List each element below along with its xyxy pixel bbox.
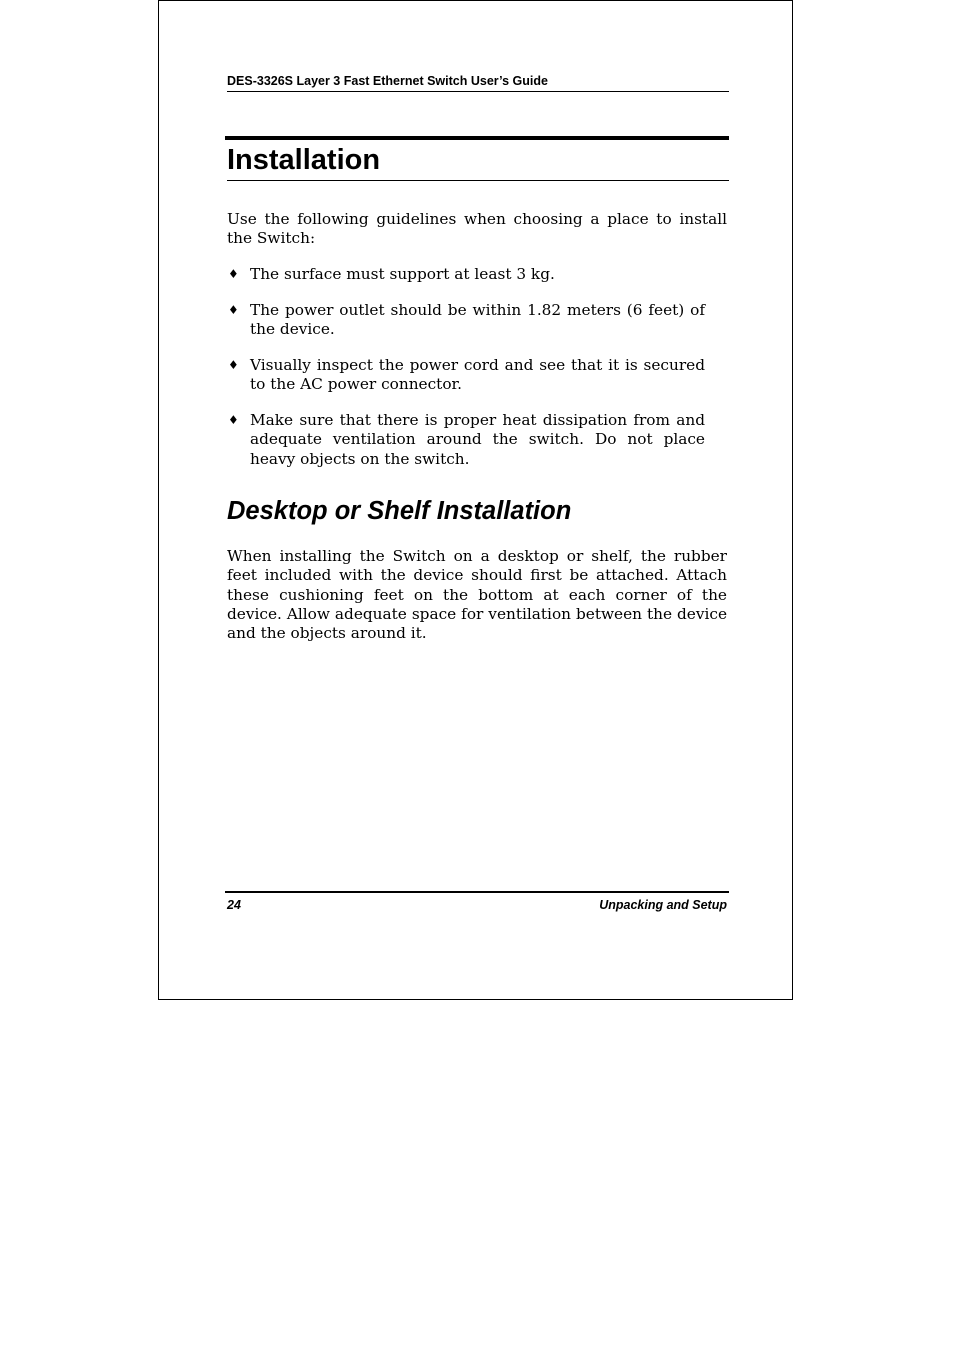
footer-section-name: Unpacking and Setup [599,898,727,912]
list-item-text: Visually inspect the power cord and see that it is secured to the AC power connector. [250,355,705,394]
list-item-text: Make sure that there is proper heat dissipation from and adequate ventilation around the switch. Do not place heavy objects on the switch. [250,410,705,468]
footer-rule [225,891,729,893]
diamond-bullet-icon: ♦ [228,412,239,427]
intro-paragraph: Use the following guidelines when choosing a place to install the Switch: [227,210,727,248]
chapter-title: Installation [227,142,729,181]
chapter-top-rule [225,136,729,140]
section-paragraph: When installing the Switch on a desktop or shelf, the rubber feet included with the device should first be attached. Attach these cushioning feet on the bottom at each corner of the device. Allow adequate space for ventilation between the device and the objects around it. [227,547,727,643]
list-item-text: The power outlet should be within 1.82 meters (6 feet) of the device. [250,300,705,339]
diamond-bullet-icon: ♦ [228,302,239,317]
running-header: DES-3326S Layer 3 Fast Ethernet Switch User’s Guide [227,74,729,92]
list-item [227,356,705,395]
diamond-bullet-icon: ♦ [228,357,239,372]
list-item-text: The surface must support at least 3 kg. [250,265,555,283]
list-item [227,265,705,284]
guidelines-list [227,265,705,485]
section-title: Desktop or Shelf Installation [227,497,572,525]
diamond-bullet-icon: ♦ [228,267,239,281]
page-number: 24 [227,898,241,912]
list-item [227,301,705,340]
list-item [227,411,705,469]
